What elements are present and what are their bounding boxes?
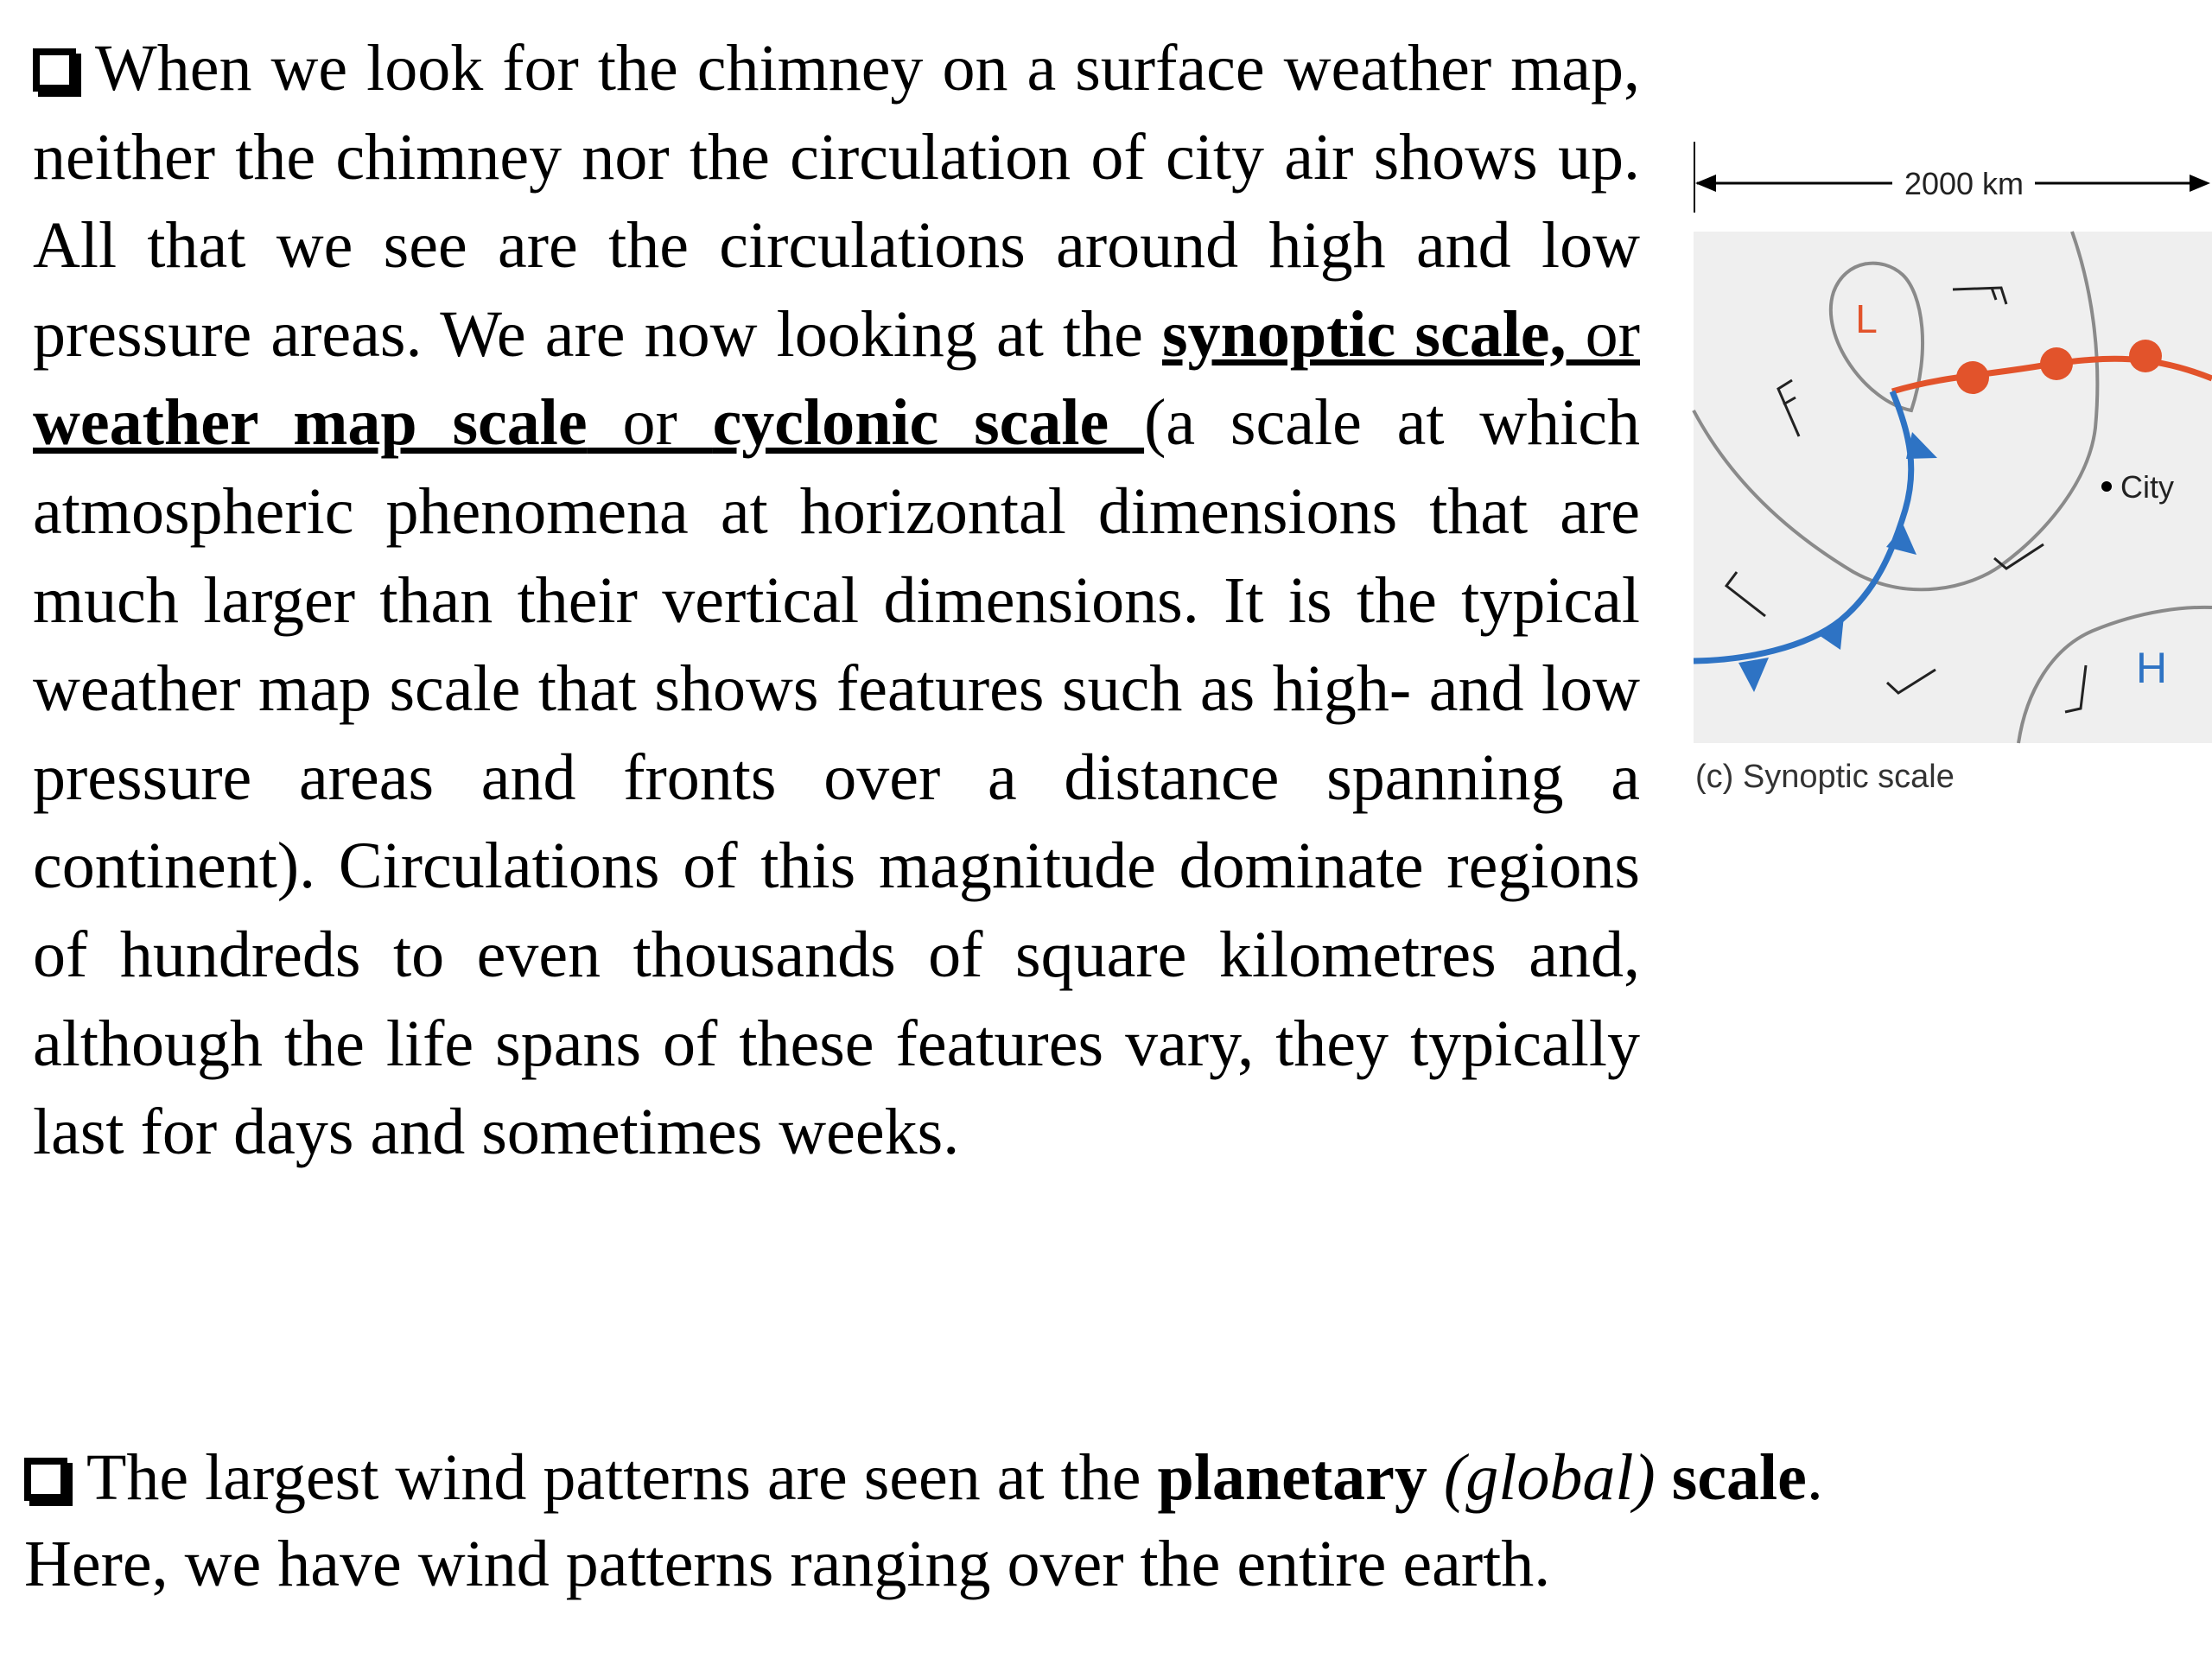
term-weather-map-scale: weather map scale bbox=[33, 386, 588, 460]
paragraph1-or1: or bbox=[1566, 297, 1640, 371]
checkbox-bullet-icon bbox=[24, 1458, 67, 1501]
paragraph2-end: . bbox=[1806, 1441, 1823, 1514]
checkbox-bullet-icon bbox=[33, 48, 76, 92]
synoptic-scale-paragraph bbox=[33, 24, 1640, 1177]
city-dot-icon bbox=[2101, 481, 2112, 492]
synoptic-map-graphic bbox=[1685, 130, 2212, 752]
figure-caption: (c) Synoptic scale bbox=[1695, 759, 1955, 795]
paragraph1-intro: When we look for the chimney on a surface weather map, neither the chimney nor the circulation of city air shows up. All that we see are the circulations around high and low pressure areas. We are now looking at the bbox=[33, 32, 1640, 371]
paragraph2-line2: Here, we have wind patterns ranging over the entire earth. bbox=[24, 1528, 1551, 1600]
low-pressure-label: L bbox=[1855, 296, 1878, 341]
term-synoptic-scale: synoptic scale, bbox=[1161, 297, 1567, 371]
paragraph2-intro: The largest wind patterns are seen at the bbox=[86, 1441, 1158, 1514]
term-planetary: planetary bbox=[1157, 1441, 1427, 1514]
planetary-scale-paragraph bbox=[24, 1434, 2167, 1607]
high-pressure-label: H bbox=[2135, 644, 2168, 692]
term-global: (global) bbox=[1443, 1441, 1656, 1514]
paragraph1-body: (a scale at which atmospheric phenomena at horizontal dimensions that are much larger than their vertical dimensions. It is the typical weather map scale that shows features such as high- and low pressure areas and fronts over a distance spanning a continent). Circulations of this magnitude dominate regions of hundreds to even thousands of square kilometres and, although the life spans of these features vary, they typically last for days and sometimes weeks. bbox=[33, 386, 1640, 1169]
paragraph1-or2: or bbox=[587, 386, 713, 460]
distance-label: 2000 km bbox=[1904, 166, 2024, 201]
synoptic-scale-figure bbox=[1685, 130, 2212, 821]
city-label: City bbox=[2120, 469, 2174, 505]
term-cyclonic-scale: cyclonic scale bbox=[712, 386, 1145, 460]
term-scale: scale bbox=[1671, 1441, 1807, 1514]
